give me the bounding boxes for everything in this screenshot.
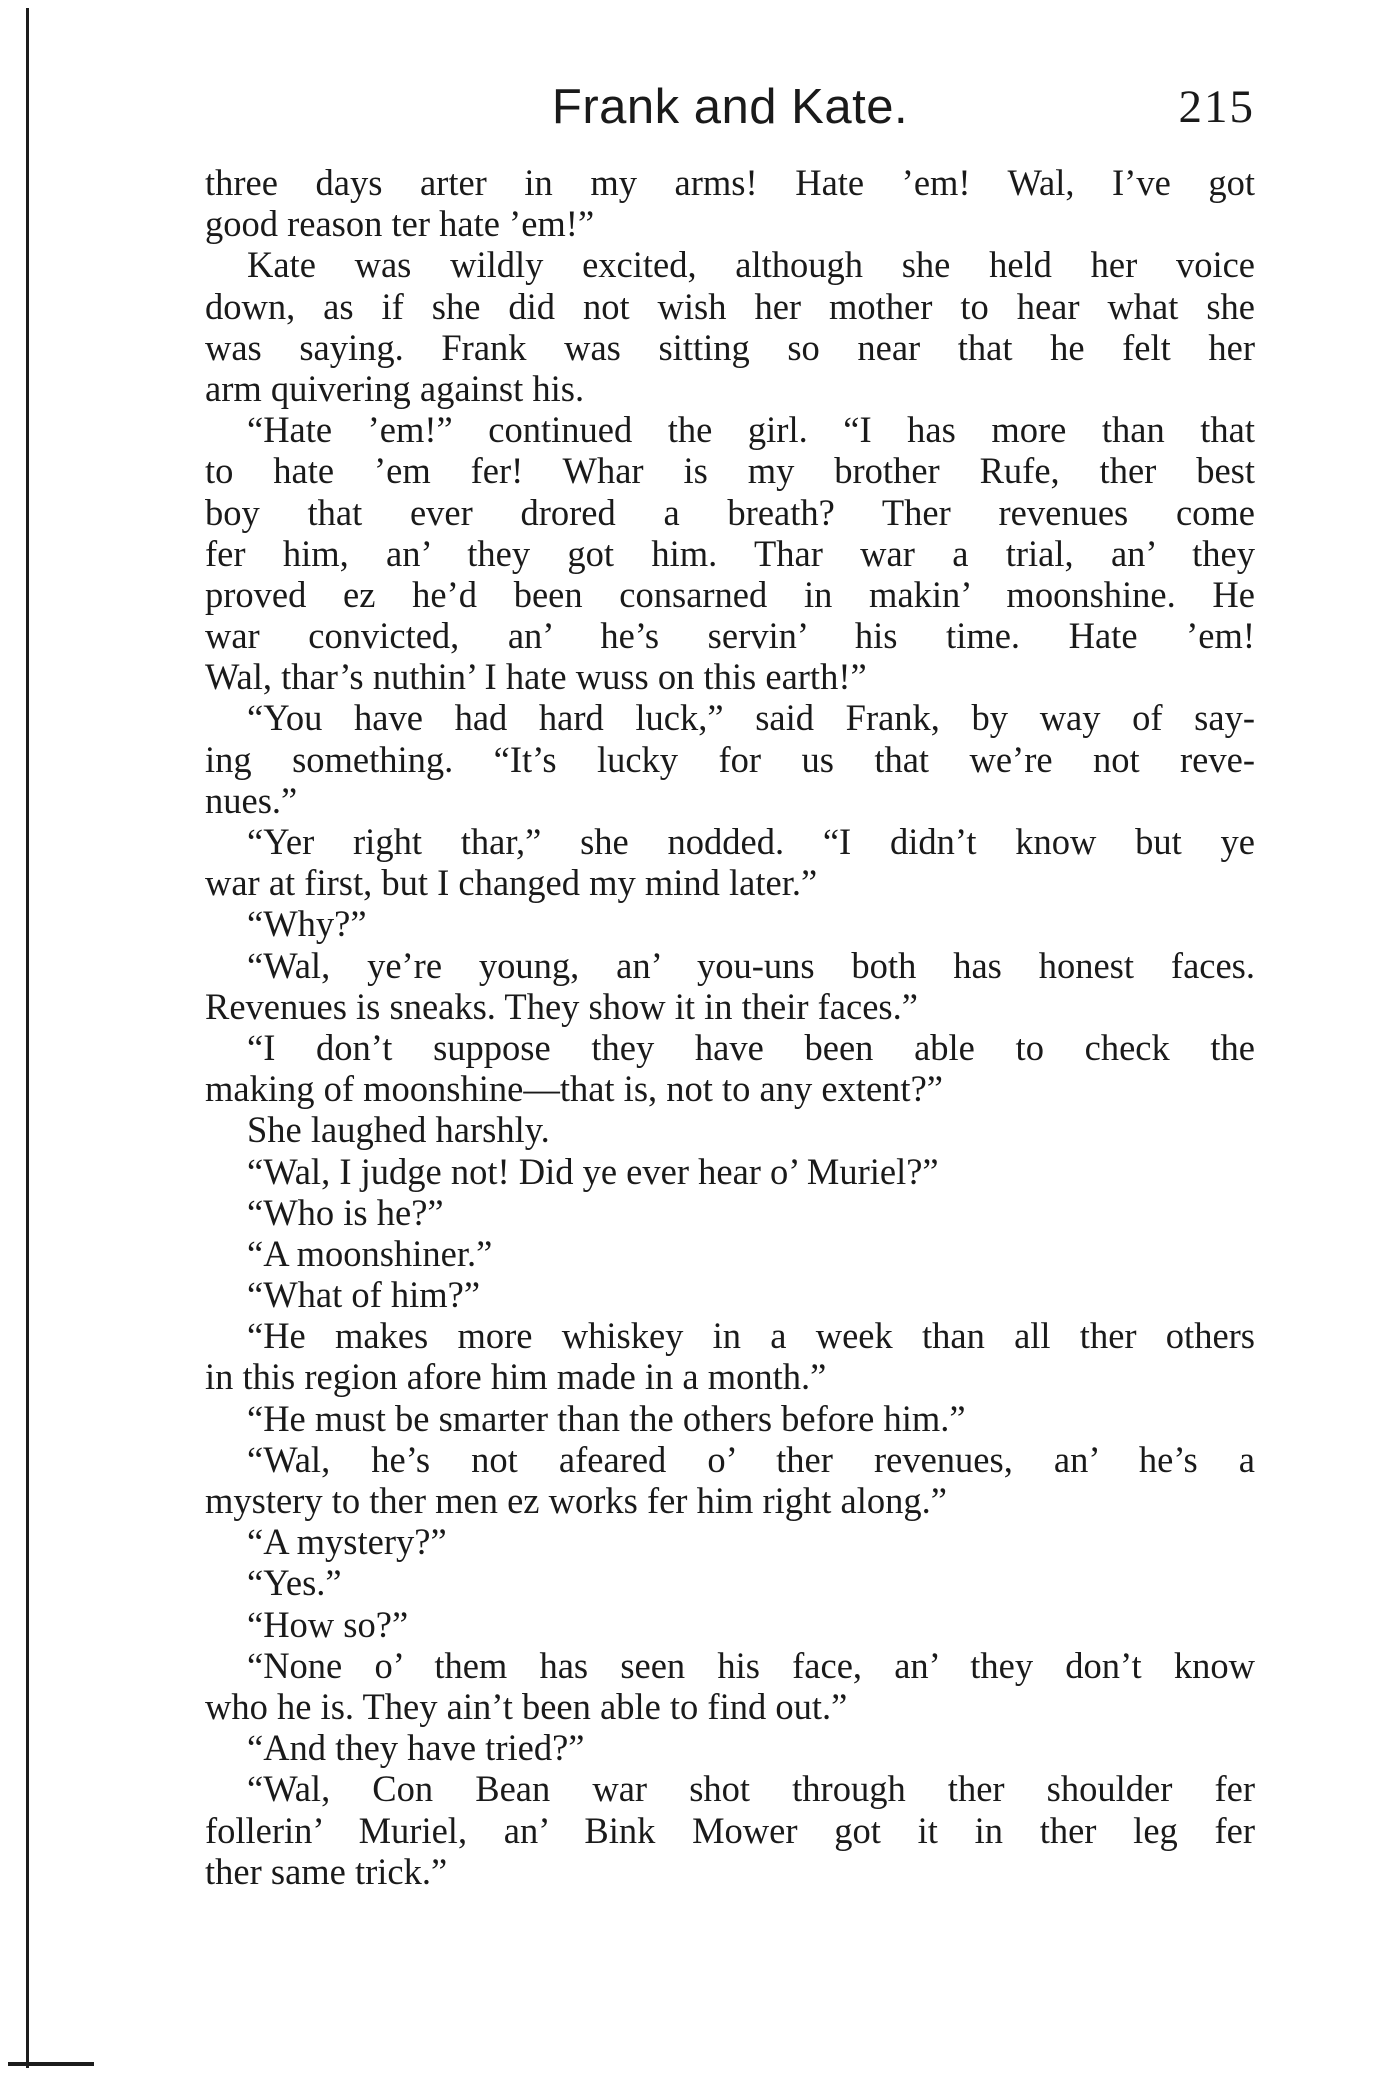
text-line: “A moonshiner.” (247, 1232, 493, 1274)
text-line: to hate ’em fer! Whar is my brother Rufe, ther best (205, 450, 1255, 492)
text-line: in this region afore him made in a month.” (205, 1356, 827, 1398)
text-line: war convicted, an’ he’s servin’ his time. Hate ’em! (205, 615, 1255, 657)
text-line: “What of him?” (247, 1274, 481, 1316)
text-line: “A mystery?” (247, 1521, 447, 1563)
text-line: was saying. Frank was sitting so near that he felt her (205, 326, 1255, 368)
text-line: “How so?” (247, 1603, 409, 1645)
text-line: Kate was wildly excited, although she held her voice (247, 244, 1255, 286)
text-line: “He must be smarter than the others before him.” (247, 1397, 966, 1439)
text-line: “Wal, ye’re young, an’ you-uns both has honest faces. (247, 944, 1255, 986)
text-line: Revenues is sneaks. They show it in their faces.” (205, 985, 918, 1027)
text-line: mystery to ther men ez works fer him right along.” (205, 1480, 947, 1521)
text-line: “I don’t suppose they have been able to check the (247, 1026, 1255, 1068)
text-line: arm quivering against his. (205, 367, 585, 409)
text-line: making of moonshine—that is, not to any extent?” (205, 1068, 943, 1110)
text-line: “Who is he?” (247, 1191, 444, 1233)
text-line: ther same trick.” (205, 1850, 448, 1892)
text-line: nues.” (205, 779, 298, 821)
text-line: Wal, thar’s nuthin’ I hate wuss on this earth!” (205, 656, 867, 698)
page-header (205, 72, 1255, 142)
text-line: “You have had hard luck,” said Frank, by way of say- (247, 697, 1255, 739)
text-line: “Why?” (247, 903, 367, 945)
text-line: She laughed harshly. (247, 1109, 550, 1151)
running-title: Frank and Kate. (551, 80, 909, 134)
text-line: “Yer right thar,” she nodded. “I didn’t know but ye (247, 821, 1255, 862)
text-line: three days arter in my arms! Hate ’em! Wal, I’ve got (205, 162, 1255, 203)
text-line: follerin’ Muriel, an’ Bink Mower got it in ther leg fer (205, 1809, 1255, 1851)
text-line: who he is. They ain’t been able to find out.” (205, 1685, 848, 1727)
text-line: “None o’ them has seen his face, an’ they don’t know (247, 1644, 1255, 1686)
page-gutter-foot-rule (8, 2062, 94, 2066)
page-number: 215 (1178, 81, 1255, 133)
text-line: boy that ever drored a breath? Ther revenues come (205, 491, 1255, 533)
text-line: “Hate ’em!” continued the girl. “I has more than that (247, 409, 1255, 451)
text-line: “Wal, Con Bean war shot through ther shoulder fer (247, 1768, 1255, 1810)
text-line: good reason ter hate ’em!” (205, 203, 595, 245)
text-line: down, as if she did not wish her mother to hear what she (205, 285, 1255, 327)
body-text (205, 162, 1255, 1892)
text-line: “And they have tried?” (247, 1727, 585, 1769)
text-line: fer him, an’ they got him. Thar war a trial, an’ they (205, 532, 1255, 574)
text-line: “Wal, I judge not! Did ye ever hear o’ Muriel?” (247, 1150, 939, 1192)
text-line: war at first, but I changed my mind later.” (205, 862, 818, 904)
text-line: “Yes.” (247, 1562, 342, 1604)
text-line: “Wal, he’s not afeared o’ ther revenues, an’ he’s a (247, 1438, 1255, 1480)
text-line: “He makes more whiskey in a week than all ther others (247, 1315, 1255, 1357)
page-gutter-rule (26, 8, 29, 2068)
text-line: proved ez he’d been consarned in makin’ moonshine. He (205, 573, 1255, 615)
text-line: ing something. “It’s lucky for us that we’re not reve- (205, 738, 1255, 780)
